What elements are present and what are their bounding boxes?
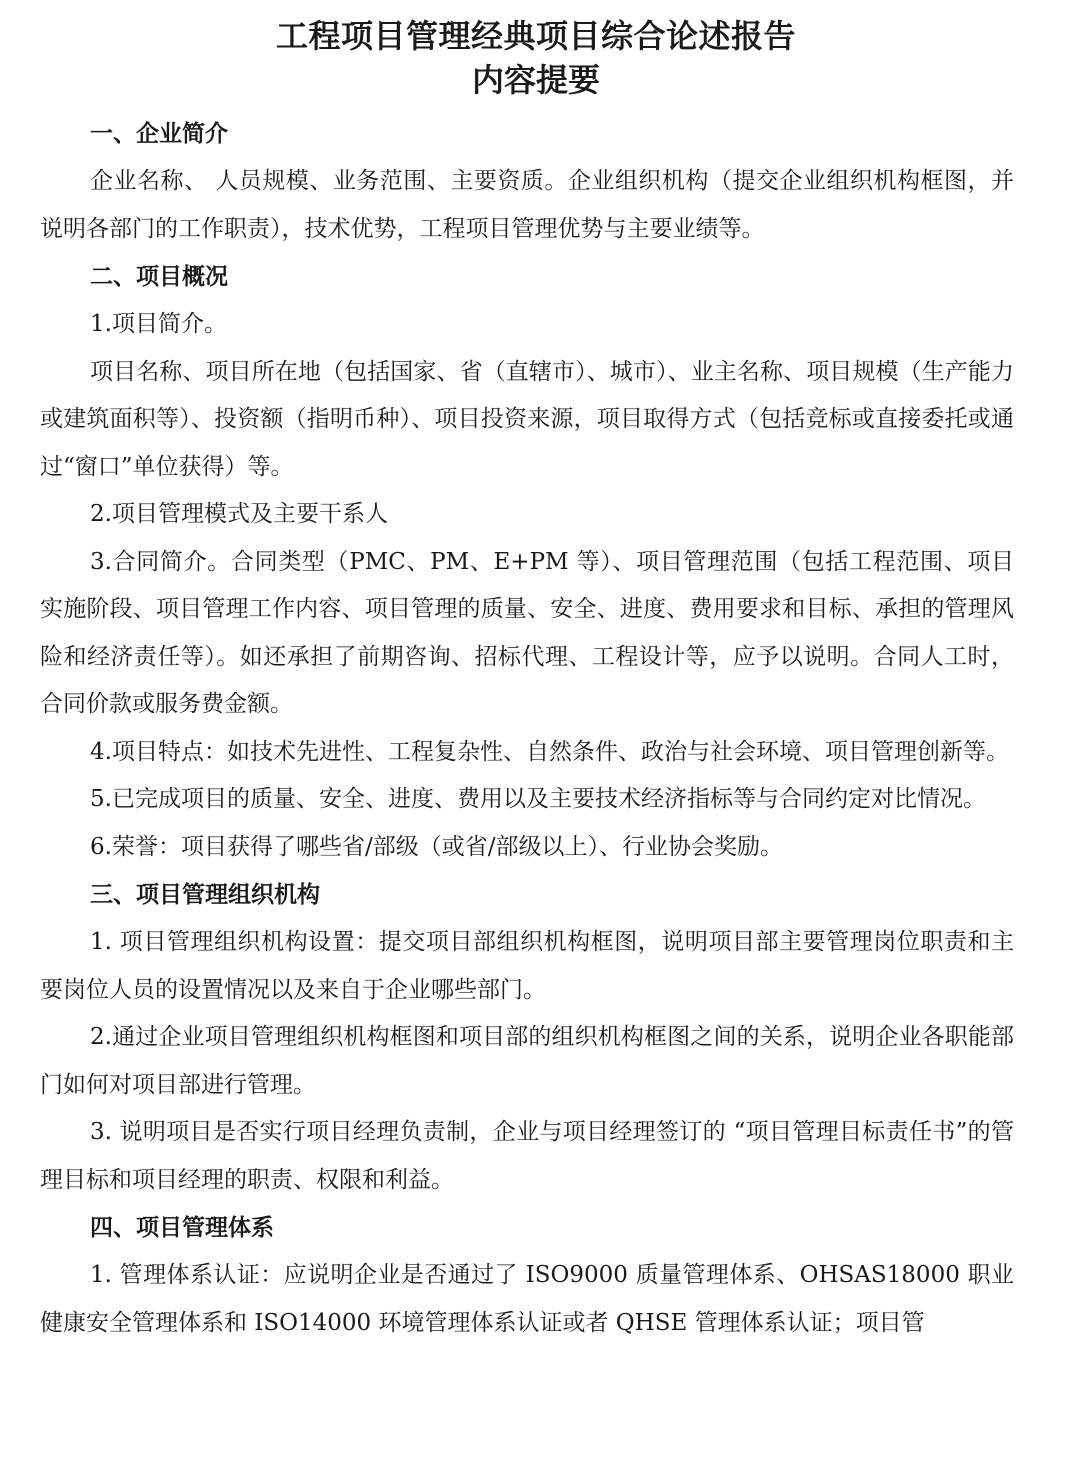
- section-heading: 四、项目管理体系: [90, 1215, 274, 1241]
- section-org-structure: [40, 871, 1014, 1204]
- paragraph: 5.已完成项目的质量、安全、进度、费用以及主要技术经济指标等与合同约定对比情况。: [90, 786, 986, 812]
- section-heading: 一、企业简介: [90, 121, 228, 147]
- paragraph: 2.项目管理模式及主要干系人: [90, 501, 388, 527]
- paragraph: 1. 项目管理组织机构设置：提交项目部组织机构框图，说明项目部主要管理岗位职责和主要岗位人员的设置情况以及来自于企业哪些部门。: [40, 929, 1014, 1003]
- section-project-overview: [40, 253, 1014, 871]
- section-heading: 三、项目管理组织机构: [90, 882, 320, 908]
- paragraph: 3.合同简介。合同类型（PMC、PM、E+PM 等）、项目管理范围（包括工程范围、项目实施阶段、项目管理工作内容、项目管理的质量、安全、进度、费用要求和目标、承担的管理风险和经济责任等）。如还承担了前期咨询、招标代理、工程设计等，应予以说明。合同人工时，合同价款或服务费金额。: [40, 548, 1014, 717]
- document-title: 工程项目管理经典项目综合论述报告: [275, 17, 796, 55]
- paragraph: 1.项目简介。: [90, 311, 227, 337]
- section-management-system: [40, 1204, 1014, 1347]
- paragraph: 3. 说明项目是否实行项目经理负责制，企业与项目经理签订的 “项目管理目标责任书”的管理目标和项目经理的职责、权限和利益。: [40, 1119, 1014, 1193]
- paragraph: 2.通过企业项目管理组织机构框图和项目部的组织机构框图之间的关系，说明企业各职能部门如何对项目部进行管理。: [40, 1024, 1014, 1098]
- section-company-intro: [40, 110, 1014, 253]
- document-subtitle: 内容提要: [471, 61, 600, 99]
- paragraph: 1. 管理体系认证：应说明企业是否通过了 ISO9000 质量管理体系、OHSAS18000 职业健康安全管理体系和 ISO14000 环境管理体系认证或者 QHSE 管理体系认证；项目管: [40, 1262, 1014, 1336]
- paragraph: 项目名称、项目所在地（包括国家、省（直辖市）、城市）、业主名称、项目规模（生产能力或建筑面积等）、投资额（指明币种）、项目投资来源，项目取得方式（包括竞标或直接委托或通过“窗口”单位获得）等。: [40, 358, 1014, 480]
- paragraph: 4.项目特点：如技术先进性、工程复杂性、自然条件、政治与社会环境、项目管理创新等。: [90, 738, 1009, 765]
- section-heading: 二、项目概况: [90, 264, 228, 290]
- paragraph: 企业名称、 人员规模、业务范围、主要资质。企业组织机构（提交企业组织机构框图，并说明各部门的工作职责），技术优势，工程项目管理优势与主要业绩等。: [40, 168, 1014, 242]
- paragraph: 6.荣誉：项目获得了哪些省/部级（或省/部级以上）、行业协会奖励。: [90, 833, 783, 860]
